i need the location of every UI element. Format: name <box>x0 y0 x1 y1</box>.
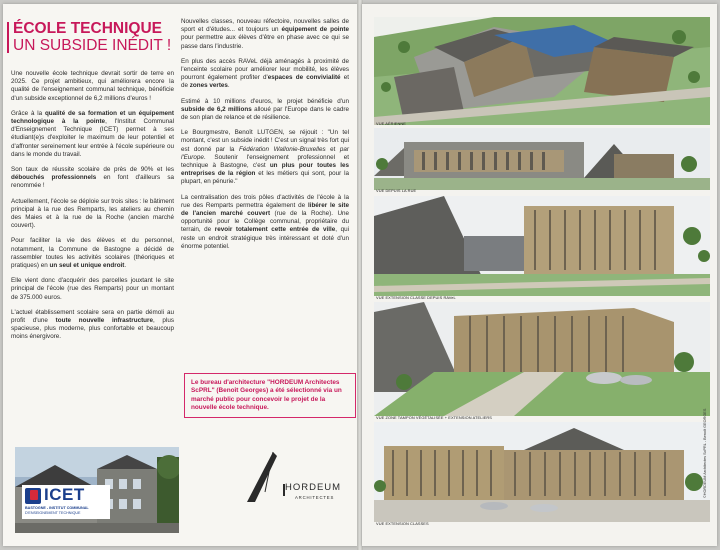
text-column-2 <box>181 18 349 258</box>
right-page <box>362 4 717 546</box>
image-credit: ©HORDEUM Architectes ScPRL - Benoît GEORGES <box>703 408 707 498</box>
paragraph: En plus des accès RAVeL déjà aménagés à proximité de l'enceinte scolaire pour améliorer leur mobilité, les élèves pourront également profiter d'espaces de convivialité et de zones vertes. <box>181 57 349 90</box>
render-aerial <box>374 17 710 125</box>
caption-green-zone: VUE ZONE TAMPON VÉGÉTALISÉE + EXTENSION ATELIERS <box>376 415 492 420</box>
paragraph: La centralisation des trois pôles d'activités de l'école à la rue des Remparts permettra également de libérer le site de l'ancien marché couvert (rue de la Roche). Une opportunité pour le Collège communal, propriétaire du terrain, de revoir totalement cette entrée de ville, qui reste un endroit stratégique très intéressant et doté d'un énorme potentiel. <box>181 193 349 250</box>
paragraph: Actuellement, l'école se déploie sur trois sites : le bâtiment principal à la rue des Remparts, les ateliers au chemin des Maies et à la rue de la Roche (ancien marché couvert). <box>11 197 174 230</box>
hordeum-logo <box>243 446 343 526</box>
paragraph: Son taux de réussite scolaire de près de 90% et les débouchés professionnels en font d'ailleurs sa renommée ! <box>11 166 174 190</box>
icet-subtitle-1: BASTOGNE - INSTITUT COMMUNAL <box>25 506 89 510</box>
caption-street: VUE DEPUIS LA RUE <box>376 188 417 193</box>
paragraph: Une nouvelle école technique devrait sortir de terre en 2025. Ce projet ambitieux, qui améliorera encore la qualité de l'enseignement communal technique, bénéficie d'un subside exceptionnel de 6,2 millions d'euros ! <box>11 70 174 102</box>
caption-classes: VUE EXTENSION CLASSES <box>376 521 429 526</box>
caption-ravel: VUE EXTENSION CLASSE DEPUIS RAVeL <box>376 295 456 300</box>
icet-logo <box>22 485 110 519</box>
title-line-2: UN SUBSIDE INÉDIT ! <box>13 37 172 54</box>
page-title <box>13 20 178 54</box>
quote-paragraph: Le Bourgmestre, Benoît LUTGEN, se réjouit : "Un tel montant, c'est un subside inédit ! C'est un signal très fort qui est donné par la Fédération Wallonie-Bruxelles et par l'Europe. Soutenir l'enseignement professionnel et technique à Bastogne, c'est un plus pour toutes les entreprises de la région et les métiers qui sont, pour la plupart, en pénurie." <box>181 129 349 186</box>
paragraph: Pour faciliter la vie des élèves et du personnel, notamment, la Commune de Bastogne a décidé de rassembler toutes les activités scolaires (théoriques et pratiques) en un seul et unique endroit. <box>11 237 174 270</box>
hordeum-subtitle: ARCHITECTES <box>295 495 335 500</box>
paragraph: Elle vient donc d'acquérir des parcelles jouxtant le site principal de l'école (rue des Remparts) pour un montant de 375.000 euros. <box>11 277 174 301</box>
paragraph: L'actuel établissement scolaire sera en partie démoli au profit d'une toute nouvelle infrastructure, plus spacieuse, plus moderne, plus confortable et beaucoup moins énergivore. <box>11 308 174 341</box>
render-classes <box>374 422 710 522</box>
caption-aerial: VUE AÉRIENNE <box>376 121 406 126</box>
text-column-1 <box>11 70 174 349</box>
hordeum-name: HORDEUM <box>285 482 342 493</box>
render-street <box>374 128 710 190</box>
title-rule <box>7 22 9 53</box>
icet-subtitle-2: D'ENSEIGNEMENT TECHNIQUE <box>25 511 81 515</box>
left-page <box>3 4 358 546</box>
paragraph: Nouvelles classes, nouveau réfectoire, nouvelles salles de sport et d'études... et toujours un équipement de pointe pour permettre aux élèves d'être en phase avec ce qui se passe dans l'industrie. <box>181 18 350 50</box>
title-line-1: ÉCOLE TECHNIQUE <box>13 20 162 37</box>
icet-name: ICET <box>44 485 85 504</box>
paragraph: Grâce à la qualité de sa formation et un équipement technologique à la pointe, l'Institut Communal d'Enseignement Technique (ICET) permet à ses étudiant(e)s d'exploiter le maximum de leur potentiel et d'affronter sereinement leur entrée à l'école supérieure ou dans le monde du travail. <box>11 109 174 158</box>
architect-callout: Le bureau d'architecture "HORDEUM Architectes ScPRL" (Benoît Georges) a été sélectionné via un marché public pour concevoir le projet de la nouvelle école technique. <box>184 373 356 418</box>
render-ravel <box>374 196 710 296</box>
render-green-zone <box>374 302 710 416</box>
paragraph: Estimé à 10 millions d'euros, le projet bénéficie d'un subside de 6,2 millions alloué par l'Europe dans le cadre de son plan de relance et de résilience. <box>181 97 349 122</box>
